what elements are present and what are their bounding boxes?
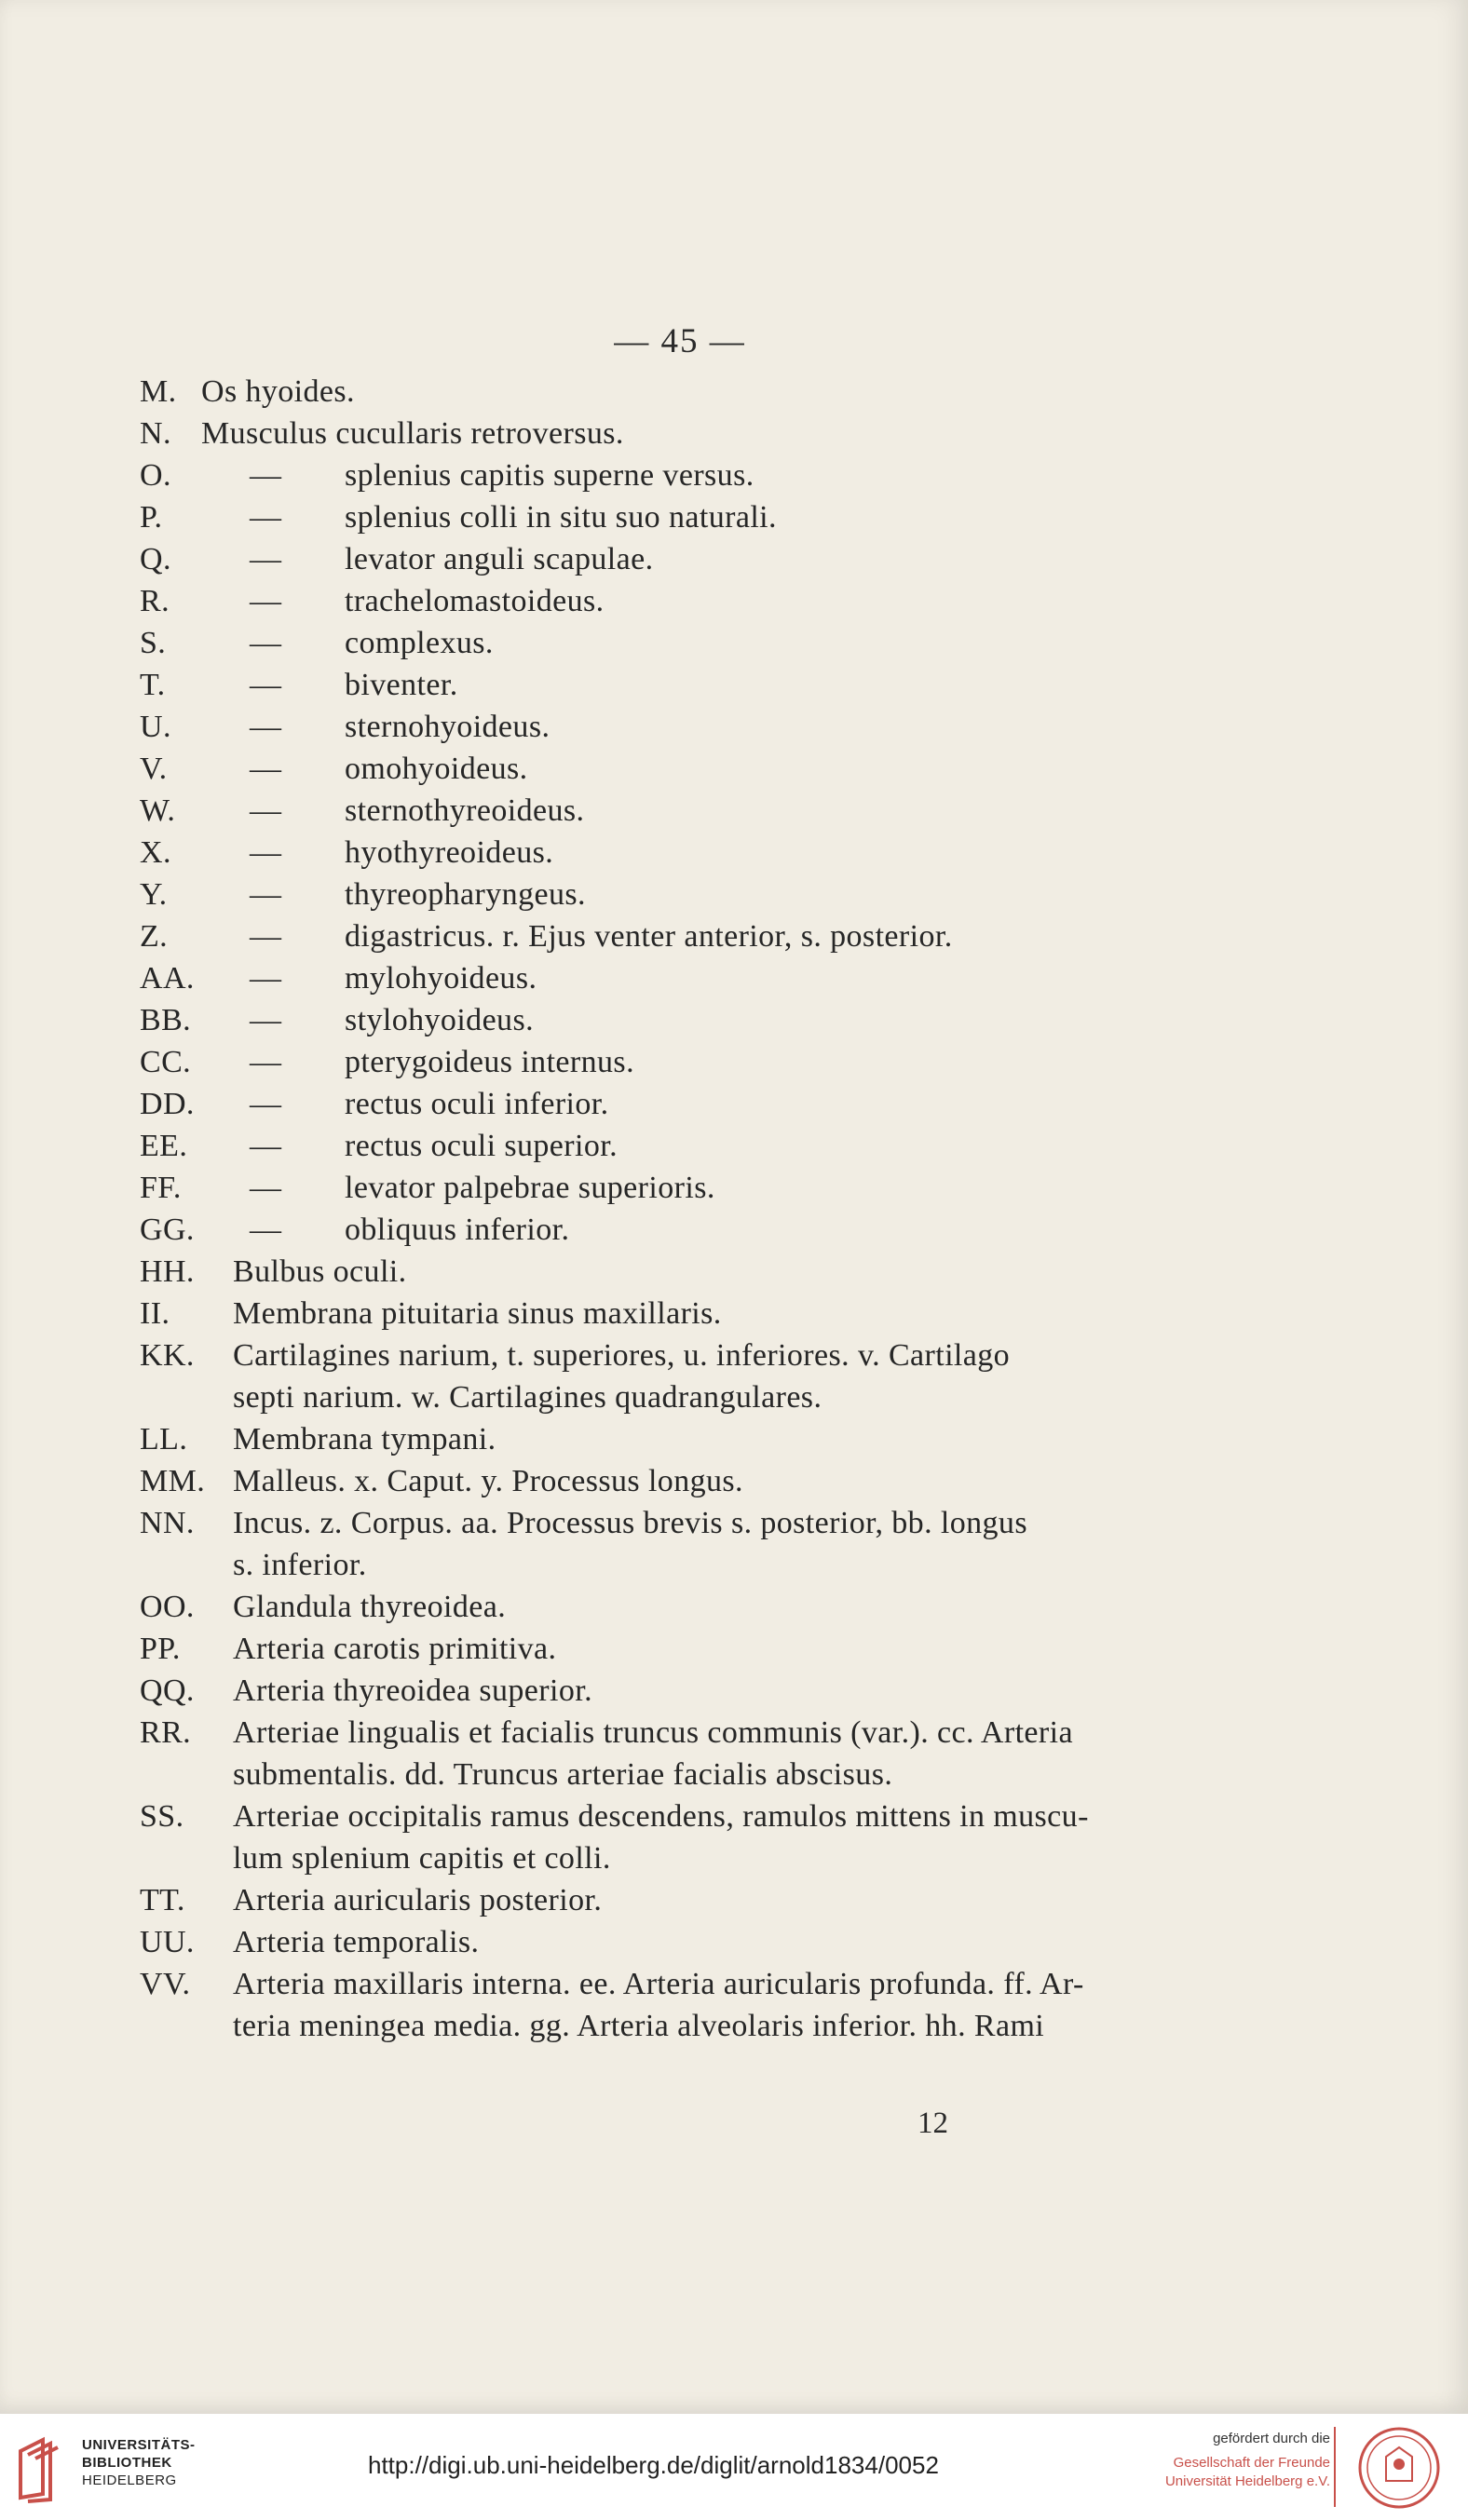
entry-label: OO.	[140, 1590, 195, 1624]
legend-entry	[140, 1712, 1257, 1754]
entry-text: lum splenium capitis et colli.	[233, 1841, 611, 1876]
entry-text: levator anguli scapulae.	[345, 542, 654, 576]
legend-entry	[140, 664, 1257, 706]
sponsor-org-line1: Gesellschaft der Freunde	[1173, 2455, 1330, 2471]
legend-entry	[140, 1460, 1257, 1502]
legend-entry	[140, 371, 1257, 413]
entry-dash: —	[250, 458, 282, 493]
entry-text: Arteria carotis primitiva.	[233, 1632, 557, 1666]
entry-label: QQ.	[140, 1673, 195, 1708]
entry-label: KK.	[140, 1338, 195, 1373]
entry-dash: —	[250, 1045, 282, 1079]
legend-entry	[140, 1335, 1257, 1376]
entry-label: AA.	[140, 961, 195, 996]
legend-entry	[140, 1167, 1257, 1209]
legend-entry	[140, 1879, 1257, 1921]
entry-text: pterygoideus internus.	[345, 1045, 634, 1079]
entry-text: Arteria temporalis.	[233, 1925, 480, 1959]
entry-label: U.	[140, 710, 171, 744]
entry-dash: —	[250, 1087, 282, 1121]
entry-text: omohyoideus.	[345, 752, 528, 786]
legend-entry	[140, 413, 1257, 454]
entry-label: II.	[140, 1296, 170, 1331]
legend-entry	[140, 915, 1257, 957]
entry-label: Z.	[140, 919, 169, 954]
sponsor-by-text: gefördert durch die	[1213, 2431, 1330, 2446]
entry-label: FF.	[140, 1171, 182, 1205]
entry-text: Os hyoides.	[201, 374, 355, 409]
entry-text: Incus. z. Corpus. aa. Processus brevis s. posterior, bb. longus	[233, 1506, 1027, 1540]
source-url-link[interactable]: http://digi.ub.uni-heidelberg.de/diglit/arnold1834/0052	[368, 2451, 939, 2479]
legend-entry-continuation	[140, 2005, 1257, 2047]
entry-text: hyothyreoideus.	[345, 835, 554, 870]
entry-dash: —	[250, 1213, 282, 1247]
legend-entry	[140, 538, 1257, 580]
entry-text: Cartilagines narium, t. superiores, u. inferiores. v. Cartilago	[233, 1338, 1011, 1373]
entry-label: NN.	[140, 1506, 195, 1540]
legend-entry-continuation	[140, 1544, 1257, 1586]
entry-dash: —	[250, 710, 282, 744]
entry-text: septi narium. w. Cartilagines quadrangulares.	[233, 1380, 822, 1415]
entry-text: biventer.	[345, 668, 458, 702]
entry-text: Arteria maxillaris interna. ee. Arteria auricularis profunda. ff. Ar-	[233, 1967, 1084, 2001]
entry-label: DD.	[140, 1087, 195, 1121]
entry-text: sternohyoideus.	[345, 710, 550, 744]
sheet-signature: 12	[918, 2107, 948, 2140]
legend-entries	[140, 371, 1257, 2047]
sponsor-block[interactable]	[1051, 2431, 1330, 2491]
entry-dash: —	[250, 835, 282, 870]
legend-entry	[140, 1670, 1257, 1712]
entry-text: Glandula thyreoidea.	[233, 1590, 507, 1624]
entry-label: BB.	[140, 1003, 192, 1037]
entry-dash: —	[250, 793, 282, 828]
legend-entry-continuation	[140, 1837, 1257, 1879]
entry-label: MM.	[140, 1464, 206, 1498]
entry-label: SS.	[140, 1799, 184, 1834]
legend-entry	[140, 999, 1257, 1041]
library-name-line1: UNIVERSITÄTS-	[82, 2437, 196, 2453]
entry-label: LL.	[140, 1422, 188, 1456]
entry-dash: —	[250, 877, 282, 912]
legend-entry	[140, 832, 1257, 874]
entry-label: R.	[140, 584, 170, 618]
legend-entry-continuation	[140, 1754, 1257, 1795]
footer-bar	[0, 2414, 1468, 2520]
entry-text: trachelomastoideus.	[345, 584, 605, 618]
university-seal-icon[interactable]	[1349, 2425, 1449, 2511]
entry-dash: —	[250, 919, 282, 954]
entry-text: complexus.	[345, 626, 494, 660]
legend-entry	[140, 1628, 1257, 1670]
entry-text: splenius colli in situ suo naturali.	[345, 500, 777, 535]
entry-dash: —	[250, 752, 282, 786]
entry-dash: —	[250, 668, 282, 702]
entry-text: rectus oculi superior.	[345, 1129, 618, 1163]
entry-label: M.	[140, 374, 177, 409]
entry-label: PP.	[140, 1632, 181, 1666]
library-name-line2: BIBLIOTHEK	[82, 2455, 172, 2471]
entry-dash: —	[250, 961, 282, 996]
legend-entry	[140, 874, 1257, 915]
footer-divider	[1334, 2427, 1336, 2507]
entry-dash: —	[250, 584, 282, 618]
entry-text: obliquus inferior.	[345, 1213, 570, 1247]
entry-label: X.	[140, 835, 171, 870]
entry-text: Musculus cucullaris retroversus.	[201, 416, 624, 451]
entry-dash: —	[250, 500, 282, 535]
entry-dash: —	[250, 626, 282, 660]
legend-entry-continuation	[140, 1376, 1257, 1418]
legend-entry	[140, 1251, 1257, 1293]
legend-entry	[140, 957, 1257, 999]
entry-text: Membrana tympani.	[233, 1422, 496, 1456]
legend-entry	[140, 1921, 1257, 1963]
entry-label: W.	[140, 793, 176, 828]
entry-label: T.	[140, 668, 166, 702]
entry-label: RR.	[140, 1715, 192, 1750]
entry-label: VV.	[140, 1967, 191, 2001]
entry-text: Malleus. x. Caput. y. Processus longus.	[233, 1464, 743, 1498]
entry-label: TT.	[140, 1883, 185, 1917]
legend-entry	[140, 706, 1257, 748]
legend-entry	[140, 1041, 1257, 1083]
entry-text: mylohyoideus.	[345, 961, 537, 996]
entry-label: O.	[140, 458, 171, 493]
legend-entry	[140, 790, 1257, 832]
entry-text: digastricus. r. Ejus venter anterior, s. posterior.	[345, 919, 953, 954]
entry-dash: —	[250, 1171, 282, 1205]
legend-entry	[140, 1502, 1257, 1544]
legend-entry	[140, 1083, 1257, 1125]
entry-label: V.	[140, 752, 168, 786]
entry-label: HH.	[140, 1254, 195, 1289]
legend-entry	[140, 748, 1257, 790]
entry-text: sternothyreoideus.	[345, 793, 585, 828]
entry-text: teria meningea media. gg. Arteria alveolaris inferior. hh. Rami	[233, 2009, 1045, 2043]
legend-entry	[140, 1293, 1257, 1335]
entry-text: levator palpebrae superioris.	[345, 1171, 715, 1205]
entry-text: submentalis. dd. Truncus arteriae facialis abscisus.	[233, 1757, 893, 1792]
entry-label: P.	[140, 500, 163, 535]
legend-entry	[140, 1963, 1257, 2005]
entry-label: S.	[140, 626, 167, 660]
legend-entry	[140, 1418, 1257, 1460]
entry-label: UU.	[140, 1925, 195, 1959]
entry-text: splenius capitis superne versus.	[345, 458, 754, 493]
entry-text: Arteriae occipitalis ramus descendens, ramulos mittens in muscu-	[233, 1799, 1089, 1834]
library-logo-icon[interactable]	[15, 2432, 73, 2503]
entry-label: CC.	[140, 1045, 192, 1079]
legend-entry	[140, 1125, 1257, 1167]
entry-text: Bulbus oculi.	[233, 1254, 407, 1289]
entry-text: Arteria auricularis posterior.	[233, 1883, 603, 1917]
sponsor-org-line2: Universität Heidelberg e.V.	[1164, 2473, 1330, 2489]
entry-dash: —	[250, 1003, 282, 1037]
legend-entry	[140, 1795, 1257, 1837]
entry-label: Q.	[140, 542, 171, 576]
entry-label: EE.	[140, 1129, 188, 1163]
entry-label: GG.	[140, 1213, 195, 1247]
entry-text: s. inferior.	[233, 1548, 367, 1582]
entry-label: N.	[140, 416, 171, 451]
legend-entry	[140, 1209, 1257, 1251]
legend-entry	[140, 580, 1257, 622]
library-name-line3: HEIDELBERG	[82, 2473, 177, 2488]
entry-label: Y.	[140, 877, 168, 912]
entry-text: stylohyoideus.	[345, 1003, 534, 1037]
entry-text: Membrana pituitaria sinus maxillaris.	[233, 1296, 722, 1331]
entry-text: Arteria thyreoidea superior.	[233, 1673, 592, 1708]
legend-entry	[140, 496, 1257, 538]
legend-entry	[140, 454, 1257, 496]
entry-text: Arteriae lingualis et facialis truncus communis (var.). cc. Arteria	[233, 1715, 1073, 1750]
entry-text: thyreopharyngeus.	[345, 877, 586, 912]
page-number: — 45 —	[614, 322, 746, 360]
sponsor-org-name	[1051, 2454, 1330, 2491]
entry-dash: —	[250, 1129, 282, 1163]
entry-text: rectus oculi inferior.	[345, 1087, 609, 1121]
library-name[interactable]	[82, 2436, 196, 2489]
legend-entry	[140, 1586, 1257, 1628]
entry-dash: —	[250, 542, 282, 576]
legend-entry	[140, 622, 1257, 664]
